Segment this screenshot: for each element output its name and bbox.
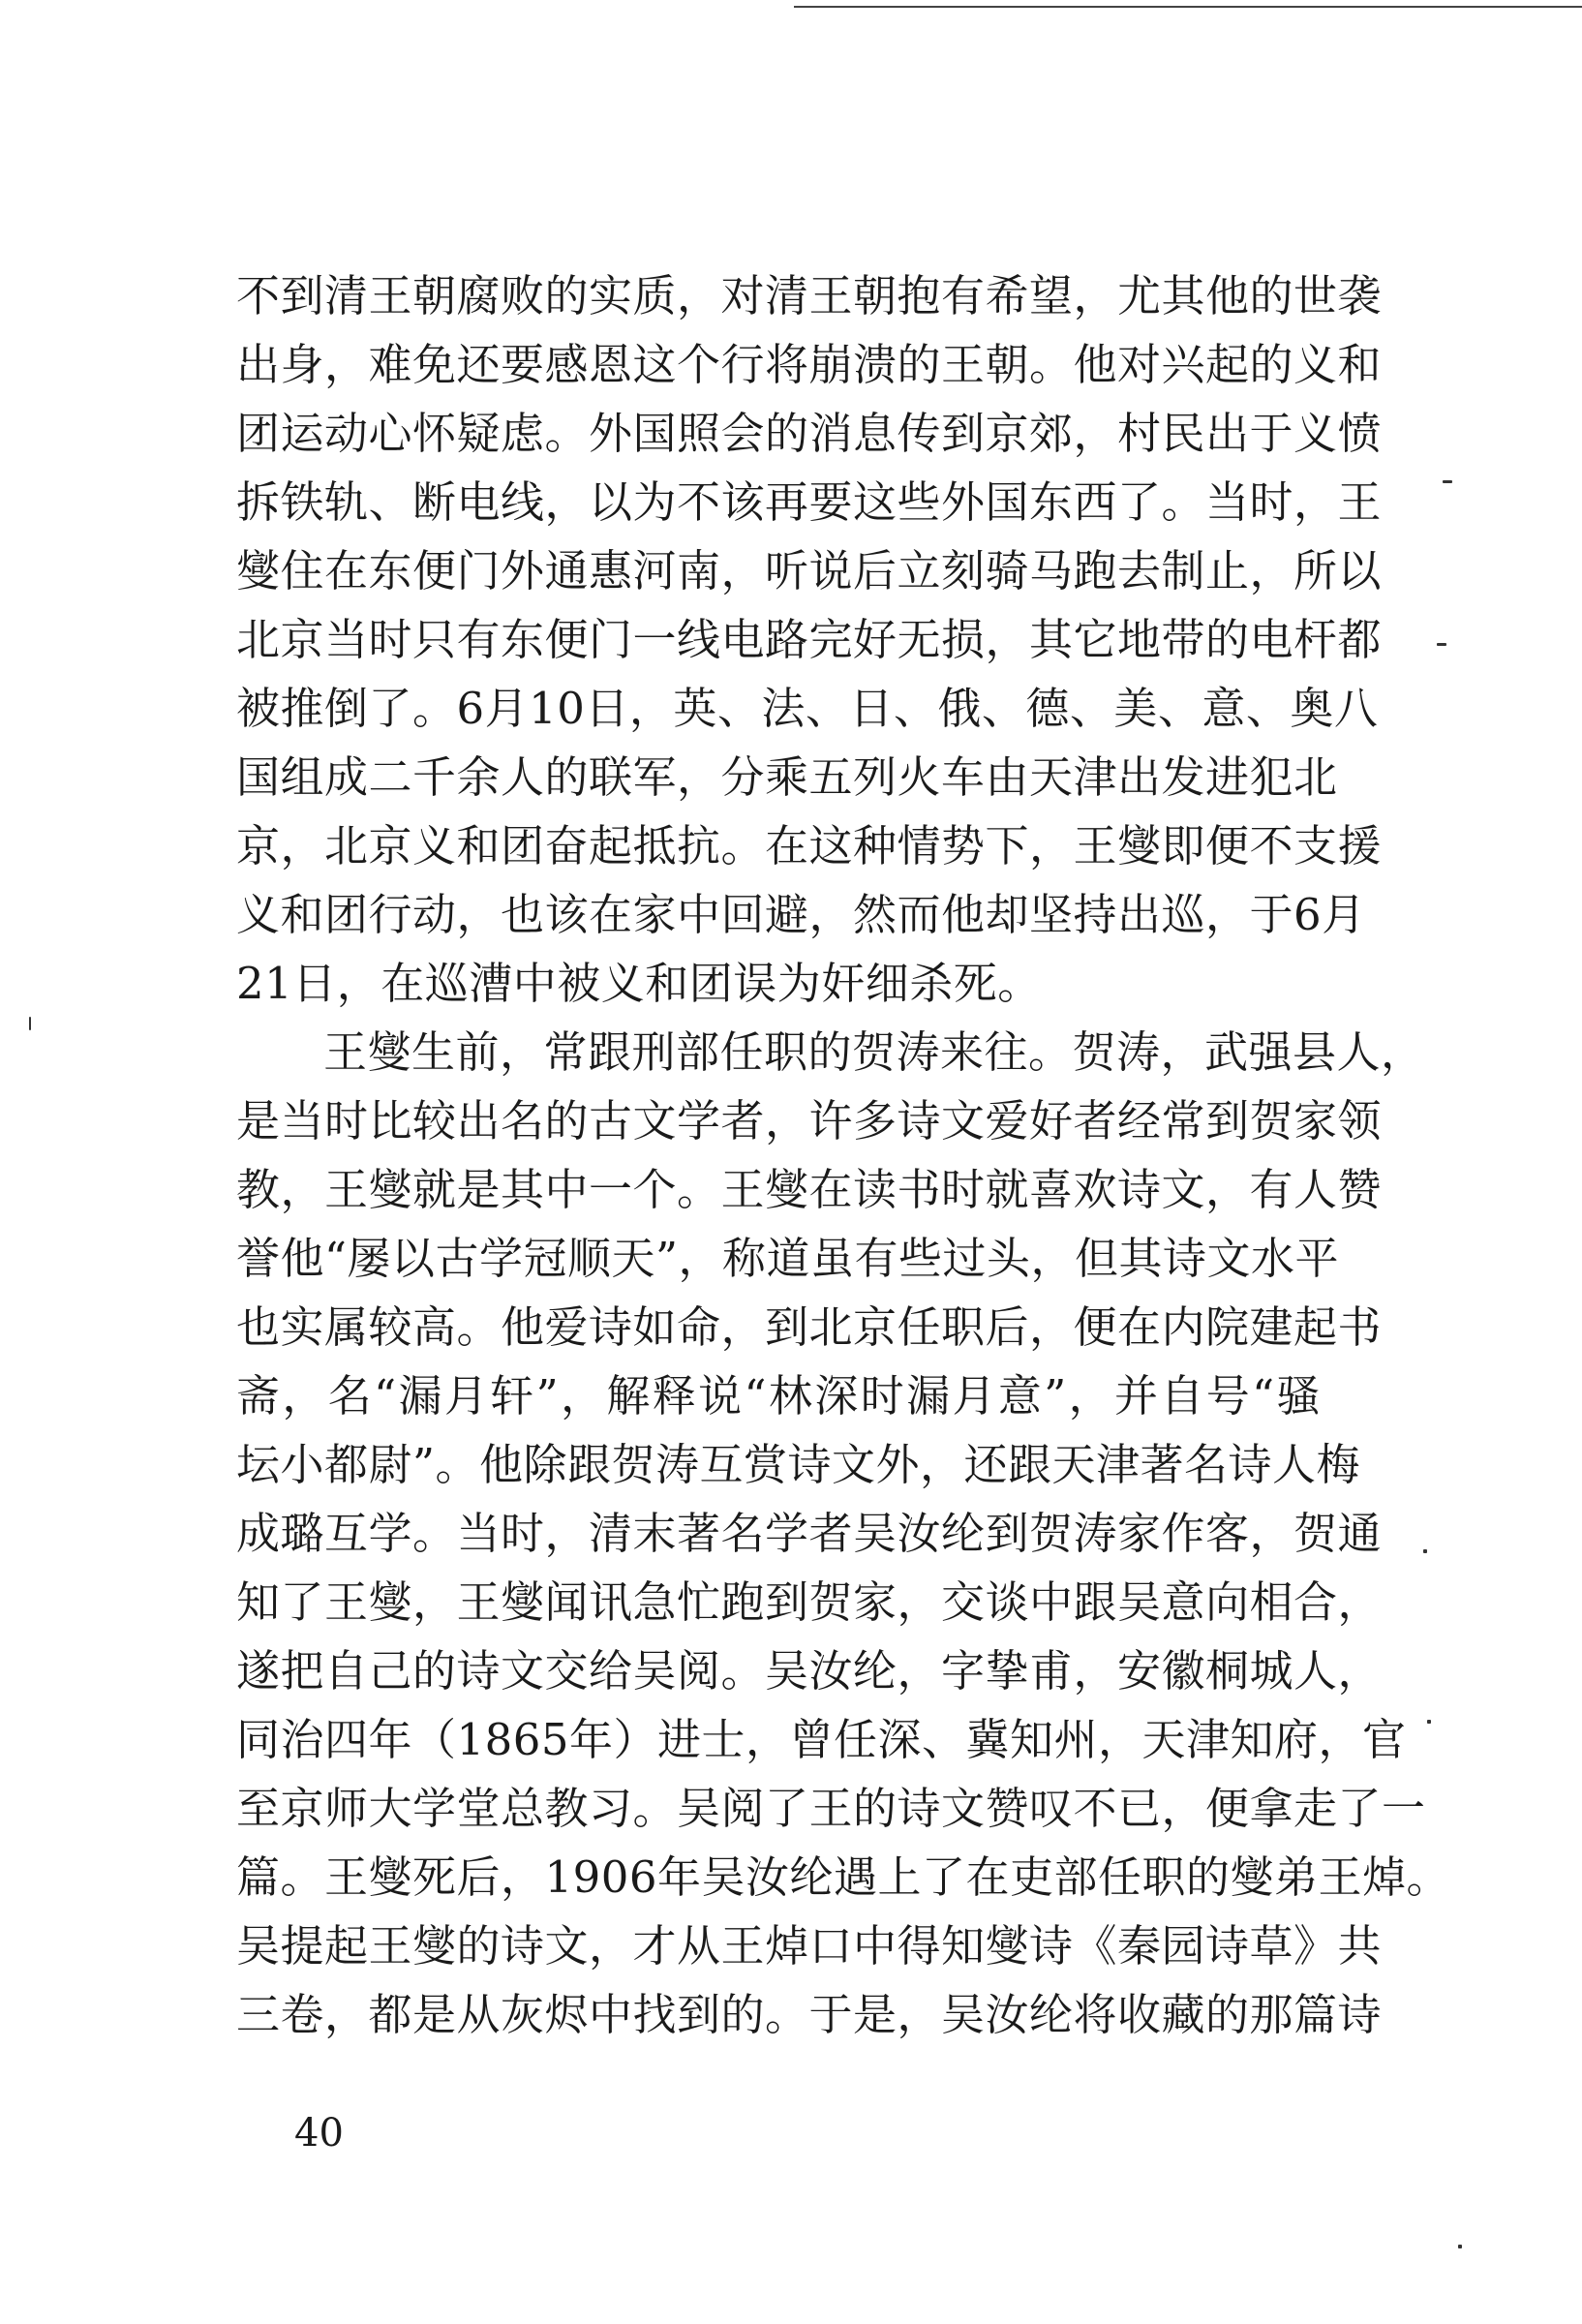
scan-speck bbox=[1427, 1720, 1431, 1724]
page-number: 40 bbox=[294, 2111, 344, 2156]
text-line: 燮住在东便门外通惠河南，听说后立刻骑马跑去制止，所以 bbox=[236, 545, 1383, 596]
scan-speck bbox=[29, 1017, 31, 1030]
scan-speck bbox=[1423, 1549, 1427, 1553]
text-line: 遂把自己的诗文交给吴阅。吴汝纶，字挚甫，安徽桐城人， bbox=[236, 1645, 1383, 1697]
scan-speck bbox=[1443, 480, 1452, 483]
text-line: 斋，名“漏月轩”，解释说“林深时漏月意”，并自号“骚 bbox=[236, 1370, 1321, 1422]
text-line: 知了王燮，王燮闻讯急忙跑到贺家，交谈中跟吴意向相合， bbox=[236, 1576, 1383, 1628]
text-line: 篇。王燮死后，1906年吴汝纶遇上了在吏部任职的燮弟王焯。 bbox=[236, 1851, 1451, 1903]
scan-speck bbox=[1437, 643, 1446, 646]
text-line: 坛小都尉”。他除跟贺涛互赏诗文外，还跟天津著名诗人梅 bbox=[236, 1439, 1361, 1490]
text-line: 同治四年（1865年）进士，曾任深、冀知州，天津知府，官 bbox=[236, 1714, 1407, 1765]
paragraph-1 bbox=[236, 261, 1383, 1018]
top-rule bbox=[794, 6, 1582, 8]
text-line: 出身，难免还要感恩这个行将崩溃的王朝。他对兴起的义和 bbox=[236, 339, 1383, 390]
text-line: 不到清王朝腐败的实质，对清王朝抱有希望，尤其他的世袭 bbox=[236, 270, 1383, 321]
text-line: 王燮生前，常跟刑部任职的贺涛来往。贺涛，武强县人， bbox=[323, 1026, 1425, 1078]
text-line: 是当时比较出名的古文学者，许多诗文爱好者经常到贺家领 bbox=[236, 1095, 1383, 1147]
body-text bbox=[236, 261, 1451, 2049]
text-line: 被推倒了。6月10日，英、法、日、俄、德、美、意、奥八 bbox=[236, 683, 1379, 734]
text-line: 京，北京义和团奋起抵抗。在这种情势下，王燮即便不支援 bbox=[236, 820, 1383, 872]
text-line: 教，王燮就是其中一个。王燮在读书时就喜欢诗文，有人赞 bbox=[236, 1164, 1383, 1215]
text-line: 拆铁轨、断电线，以为不该再要这些外国东西了。当时，王 bbox=[236, 476, 1383, 528]
paragraph-2 bbox=[236, 1018, 1451, 2049]
text-line: 义和团行动，也该在家中回避，然而他却坚持出巡，于6月 bbox=[236, 889, 1366, 940]
text-line: 誉他“屡以古学冠顺天”，称道虽有些过头，但其诗文水平 bbox=[236, 1233, 1340, 1284]
text-line: 三卷，都是从灰烬中找到的。于是，吴汝纶将收藏的那篇诗 bbox=[236, 1989, 1383, 2040]
text-line: 吴提起王燮的诗文，才从王焯口中得知燮诗《秦园诗草》共 bbox=[236, 1920, 1383, 1972]
scan-speck bbox=[1458, 2245, 1462, 2248]
text-line: 21日，在巡漕中被义和团误为奸细杀死。 bbox=[236, 958, 1042, 1009]
text-line: 国组成二千余人的联军，分乘五列火车由天津出发进犯北 bbox=[236, 751, 1338, 803]
text-line: 团运动心怀疑虑。外国照会的消息传到京郊，村民出于义愤 bbox=[236, 408, 1383, 459]
text-line: 北京当时只有东便门一线电路完好无损，其它地带的电杆都 bbox=[236, 614, 1383, 665]
text-line: 也实属较高。他爱诗如命，到北京任职后，便在内院建起书 bbox=[236, 1301, 1383, 1353]
text-line: 至京师大学堂总教习。吴阅了王的诗文赞叹不已，便拿走了一 bbox=[236, 1783, 1426, 1834]
text-line: 成璐互学。当时，清末著名学者吴汝纶到贺涛家作客，贺通 bbox=[236, 1508, 1383, 1559]
